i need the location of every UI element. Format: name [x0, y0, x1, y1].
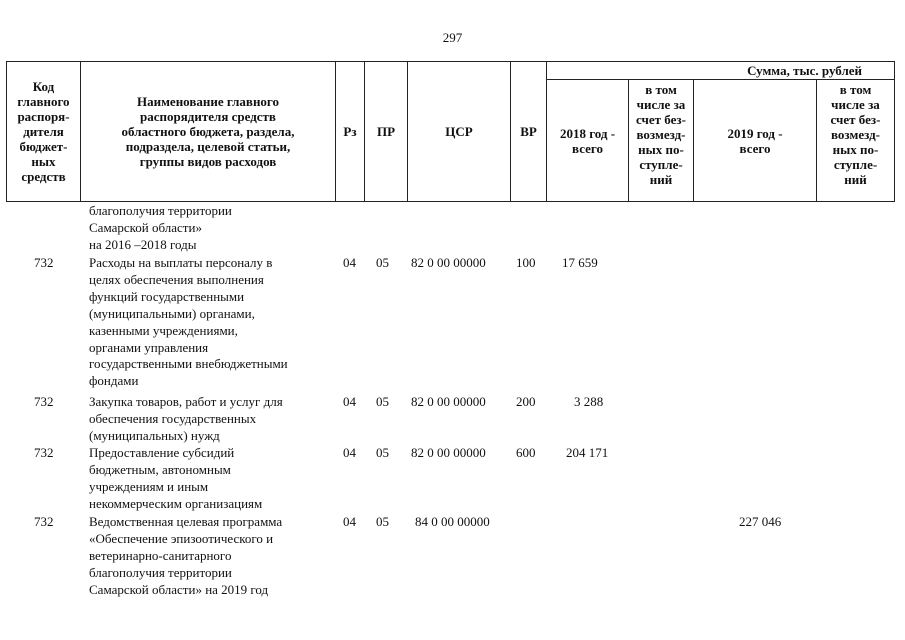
- text-line: целях обеспечения выполнения: [89, 271, 264, 287]
- text-line: Расходы на выплаты персоналу в: [89, 255, 273, 270]
- text-line: средств: [21, 169, 66, 184]
- text-line: ветеринарно-санитарного: [89, 547, 232, 563]
- header-pr: ПР: [365, 62, 408, 202]
- row2-csr: 82 0 00 00000: [411, 394, 486, 409]
- text-line: Код: [32, 79, 55, 94]
- header-vr: ВР: [511, 62, 547, 202]
- text-line: числе за: [636, 97, 686, 112]
- row1-rz: 04: [343, 255, 356, 270]
- text-line: дителя: [23, 124, 64, 139]
- text-line: Наименование главного: [136, 94, 280, 109]
- row3-2018: 204 171: [566, 445, 609, 460]
- text-line: распорядителя средств: [140, 109, 276, 124]
- row1-pr: 05: [376, 255, 389, 270]
- text-line: (муниципальных) нужд: [89, 427, 220, 443]
- row3-code: 732: [34, 445, 54, 460]
- text-line: в том: [645, 82, 677, 97]
- text-line: Самарской области» на 2019 год: [89, 581, 269, 597]
- text-line: некоммерческим организациям: [89, 495, 263, 511]
- text-line: ний: [844, 172, 867, 187]
- text-line: благополучия территории: [89, 564, 232, 580]
- text-line: ных по-: [832, 142, 879, 157]
- text-line: счет без-: [636, 112, 686, 127]
- text-line: казенными учреждениями,: [89, 322, 238, 338]
- text-line: Закупка товаров, работ и услуг для: [89, 394, 283, 409]
- row2-pr: 05: [376, 394, 389, 409]
- row2-vr: 200: [516, 394, 536, 409]
- row3-name: [89, 445, 339, 513]
- text-line: всего: [739, 140, 771, 156]
- row4-csr: 84 0 00 00000: [415, 514, 490, 529]
- row1-2018: 17 659: [562, 255, 598, 270]
- row1-vr: 100: [516, 255, 536, 270]
- text-line: обеспечения государственных: [89, 410, 257, 426]
- text-line: 2018 год -: [559, 125, 616, 141]
- text-line: Ведомственная целевая программа: [89, 514, 283, 529]
- text-line: ступле-: [639, 157, 683, 172]
- text-line: благополучия территории: [89, 203, 232, 218]
- text-line: 2019 год -: [727, 125, 783, 141]
- header-csr: ЦСР: [408, 62, 511, 202]
- text-line: возмезд-: [831, 127, 880, 142]
- continuation-text: [89, 203, 339, 254]
- text-line: ных по-: [638, 142, 684, 157]
- text-line: ных: [31, 154, 56, 169]
- text-line: бюджетным, автономным: [89, 461, 231, 477]
- text-line: учреждениям и иным: [89, 478, 209, 494]
- text-line: функций государственными: [89, 288, 245, 304]
- text-line: Самарской области»: [89, 219, 202, 235]
- text-line: подраздела, целевой статьи,: [125, 139, 291, 154]
- row3-vr: 600: [516, 445, 536, 460]
- text-line: на 2016 –2018 годы: [89, 236, 197, 252]
- row3-pr: 05: [376, 445, 389, 460]
- text-line: главного: [17, 94, 70, 109]
- row4-code: 732: [34, 514, 54, 529]
- row1-name: [89, 255, 339, 390]
- row2-2018: 3 288: [574, 394, 604, 409]
- row4-pr: 05: [376, 514, 389, 529]
- text-line: ний: [649, 172, 673, 187]
- text-line: распоря-: [17, 109, 70, 124]
- row4-name: [89, 514, 339, 599]
- text-line: в том: [839, 82, 872, 97]
- header-rz: Рз: [336, 62, 365, 202]
- header-sum-group: Сумма, тыс. рублей: [547, 62, 895, 80]
- row4-rz: 04: [343, 514, 356, 529]
- row2-code: 732: [34, 394, 54, 409]
- text-line: «Обеспечение эпизоотического и: [89, 530, 274, 546]
- text-line: государственными внебюджетными: [89, 356, 288, 372]
- text-line: группы видов расходов: [139, 154, 277, 169]
- page-number: 297: [442, 30, 463, 45]
- text-line: числе за: [831, 97, 880, 112]
- row2-name: [89, 394, 339, 445]
- text-line: всего: [572, 140, 603, 156]
- row3-csr: 82 0 00 00000: [411, 445, 486, 460]
- text-line: органами управления: [89, 339, 209, 355]
- text-line: возмезд-: [636, 127, 686, 142]
- row1-code: 732: [34, 255, 54, 270]
- text-line: фондами: [89, 373, 139, 389]
- text-line: бюджет-: [19, 139, 68, 154]
- row2-rz: 04: [343, 394, 356, 409]
- row1-csr: 82 0 00 00000: [411, 255, 486, 270]
- row4-2019: 227 046: [739, 514, 782, 529]
- text-line: областного бюджета, раздела,: [121, 124, 295, 139]
- text-line: Предоставление субсидий: [89, 445, 235, 460]
- text-line: счет без-: [830, 112, 881, 127]
- row3-rz: 04: [343, 445, 356, 460]
- text-line: (муниципальными) органами,: [89, 305, 255, 321]
- text-line: ступле-: [833, 157, 878, 172]
